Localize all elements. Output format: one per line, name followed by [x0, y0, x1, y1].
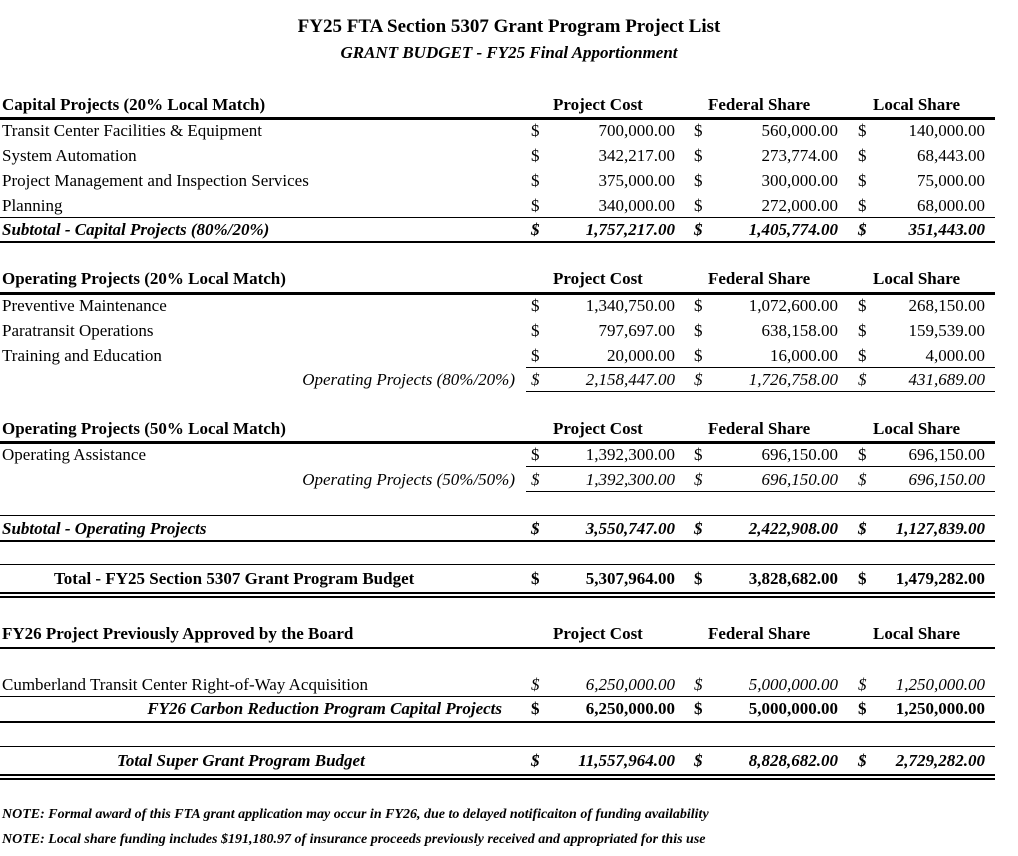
dollar-sign: $	[858, 220, 867, 239]
dollar-sign: $	[858, 699, 867, 718]
row-cost: 3,550,747.00	[585, 519, 675, 538]
row-local: 1,250,000.00	[895, 699, 985, 718]
dollar-sign: $	[694, 470, 703, 489]
row-federal: 696,150.00	[761, 445, 838, 464]
dollar-sign: $	[531, 146, 540, 165]
row-cost: 11,557,964.00	[578, 751, 675, 770]
row-name: Total - FY25 Section 5307 Grant Program Budget	[54, 569, 415, 588]
row-federal: 1,405,774.00	[748, 220, 838, 239]
row-local: 1,250,000.00	[895, 675, 985, 694]
row-name: Project Management and Inspection Services	[2, 171, 309, 190]
row-local: 4,000.00	[925, 346, 985, 365]
row-cost: 375,000.00	[598, 171, 675, 190]
row-local: 2,729,282.00	[895, 751, 985, 770]
dollar-sign: $	[694, 445, 703, 464]
dollar-sign: $	[694, 296, 703, 315]
row-local: 68,443.00	[917, 146, 985, 165]
dollar-sign: $	[858, 321, 867, 340]
row-local: 75,000.00	[917, 171, 985, 190]
dollar-sign: $	[858, 519, 867, 538]
row-name: Operating Assistance	[2, 445, 146, 464]
dollar-sign: $	[531, 519, 540, 538]
row-cost: 1,392,300.00	[585, 470, 675, 489]
row-cost: 340,000.00	[598, 196, 675, 215]
fy26-col-cost: Project Cost	[553, 624, 643, 643]
row-federal: 5,000,000.00	[748, 675, 838, 694]
note-2: NOTE: Local share funding includes $191,180.97 of insurance proceeds previously received and appropriated for this use	[2, 832, 706, 847]
page-title: FY25 FTA Section 5307 Grant Program Project List	[297, 16, 721, 37]
row-cost: 1,340,750.00	[585, 296, 675, 315]
row-cost: 6,250,000.00	[585, 699, 675, 718]
row-cost: 2,158,447.00	[585, 370, 675, 389]
note-1: NOTE: Formal award of this FTA grant application may occur in FY26, due to delayed notificaiton of funding availability	[2, 807, 709, 822]
dollar-sign: $	[694, 146, 703, 165]
fy26-col-federal: Federal Share	[708, 624, 811, 643]
row-name: Preventive Maintenance	[2, 296, 167, 315]
operating50-col-federal: Federal Share	[708, 419, 811, 438]
row-cost: 700,000.00	[598, 121, 675, 140]
dollar-sign: $	[858, 675, 867, 694]
dollar-sign: $	[858, 470, 867, 489]
row-federal: 2,422,908.00	[748, 519, 838, 538]
dollar-sign: $	[858, 445, 867, 464]
row-federal: 5,000,000.00	[748, 699, 838, 718]
dollar-sign: $	[694, 699, 703, 718]
dollar-sign: $	[694, 171, 703, 190]
row-local: 351,443.00	[908, 220, 985, 239]
row-name: FY26 Carbon Reduction Program Capital Projects	[147, 699, 502, 718]
row-local: 1,127,839.00	[895, 519, 985, 538]
dollar-sign: $	[694, 196, 703, 215]
dollar-sign: $	[531, 346, 540, 365]
row-cost: 797,697.00	[598, 321, 675, 340]
row-cost: 342,217.00	[598, 146, 675, 165]
row-federal: 273,774.00	[761, 146, 838, 165]
operating20-col-local: Local Share	[873, 269, 961, 288]
row-name: Subtotal - Operating Projects	[2, 519, 207, 538]
operating50-col-local: Local Share	[873, 419, 961, 438]
dollar-sign: $	[531, 445, 540, 464]
row-name: Total Super Grant Program Budget	[117, 751, 365, 770]
dollar-sign: $	[858, 569, 867, 588]
row-name: Subtotal - Capital Projects (80%/20%)	[2, 220, 270, 239]
dollar-sign: $	[858, 296, 867, 315]
dollar-sign: $	[694, 370, 703, 389]
row-name: Operating Projects (80%/20%)	[302, 370, 515, 389]
row-local: 696,150.00	[908, 445, 985, 464]
capital-col-local: Local Share	[873, 95, 961, 114]
dollar-sign: $	[531, 370, 540, 389]
dollar-sign: $	[694, 519, 703, 538]
row-federal: 8,828,682.00	[748, 751, 838, 770]
dollar-sign: $	[694, 751, 703, 770]
dollar-sign: $	[531, 220, 540, 239]
dollar-sign: $	[858, 751, 867, 770]
row-local: 140,000.00	[908, 121, 985, 140]
operating20-col-cost: Project Cost	[553, 269, 643, 288]
dollar-sign: $	[694, 121, 703, 140]
dollar-sign: $	[858, 121, 867, 140]
row-name: Operating Projects (50%/50%)	[302, 470, 515, 489]
row-local: 159,539.00	[908, 321, 985, 340]
row-cost: 1,392,300.00	[585, 445, 675, 464]
row-name: System Automation	[2, 146, 137, 165]
dollar-sign: $	[694, 321, 703, 340]
row-cost: 6,250,000.00	[585, 675, 675, 694]
row-federal: 560,000.00	[761, 121, 838, 140]
dollar-sign: $	[531, 470, 540, 489]
dollar-sign: $	[858, 196, 867, 215]
dollar-sign: $	[531, 569, 540, 588]
dollar-sign: $	[531, 296, 540, 315]
dollar-sign: $	[694, 220, 703, 239]
row-name: Cumberland Transit Center Right-of-Way Acquisition	[2, 675, 368, 694]
operating50-col-cost: Project Cost	[553, 419, 643, 438]
row-federal: 272,000.00	[761, 196, 838, 215]
dollar-sign: $	[531, 699, 540, 718]
row-name: Transit Center Facilities & Equipment	[2, 121, 263, 140]
capital-col-federal: Federal Share	[708, 95, 811, 114]
capital-col-cost: Project Cost	[553, 95, 643, 114]
fy26-heading: FY26 Project Previously Approved by the Board	[2, 624, 354, 643]
operating20-col-federal: Federal Share	[708, 269, 811, 288]
row-name: Training and Education	[2, 346, 162, 365]
dollar-sign: $	[531, 196, 540, 215]
dollar-sign: $	[531, 321, 540, 340]
row-local: 68,000.00	[917, 196, 985, 215]
dollar-sign: $	[531, 121, 540, 140]
row-federal: 16,000.00	[770, 346, 838, 365]
row-federal: 638,158.00	[761, 321, 838, 340]
row-cost: 5,307,964.00	[585, 569, 675, 588]
operating20-heading: Operating Projects (20% Local Match)	[2, 269, 286, 288]
dollar-sign: $	[858, 346, 867, 365]
dollar-sign: $	[858, 171, 867, 190]
row-federal: 300,000.00	[761, 171, 838, 190]
row-cost: 1,757,217.00	[585, 220, 675, 239]
dollar-sign: $	[858, 370, 867, 389]
dollar-sign: $	[694, 346, 703, 365]
capital-heading: Capital Projects (20% Local Match)	[2, 95, 266, 114]
row-federal: 1,072,600.00	[748, 296, 838, 315]
dollar-sign: $	[694, 675, 703, 694]
row-local: 431,689.00	[908, 370, 985, 389]
dollar-sign: $	[694, 569, 703, 588]
row-local: 268,150.00	[908, 296, 985, 315]
row-federal: 1,726,758.00	[748, 370, 838, 389]
dollar-sign: $	[531, 171, 540, 190]
operating50-heading: Operating Projects (50% Local Match)	[2, 419, 286, 438]
row-cost: 20,000.00	[607, 346, 675, 365]
dollar-sign: $	[531, 751, 540, 770]
row-federal: 3,828,682.00	[748, 569, 838, 588]
page-subtitle: GRANT BUDGET - FY25 Final Apportionment	[340, 43, 678, 62]
row-local: 696,150.00	[908, 470, 985, 489]
row-name: Planning	[2, 196, 63, 215]
row-local: 1,479,282.00	[895, 569, 985, 588]
row-federal: 696,150.00	[761, 470, 838, 489]
dollar-sign: $	[858, 146, 867, 165]
row-name: Paratransit Operations	[2, 321, 154, 340]
dollar-sign: $	[531, 675, 540, 694]
fy26-col-local: Local Share	[873, 624, 961, 643]
